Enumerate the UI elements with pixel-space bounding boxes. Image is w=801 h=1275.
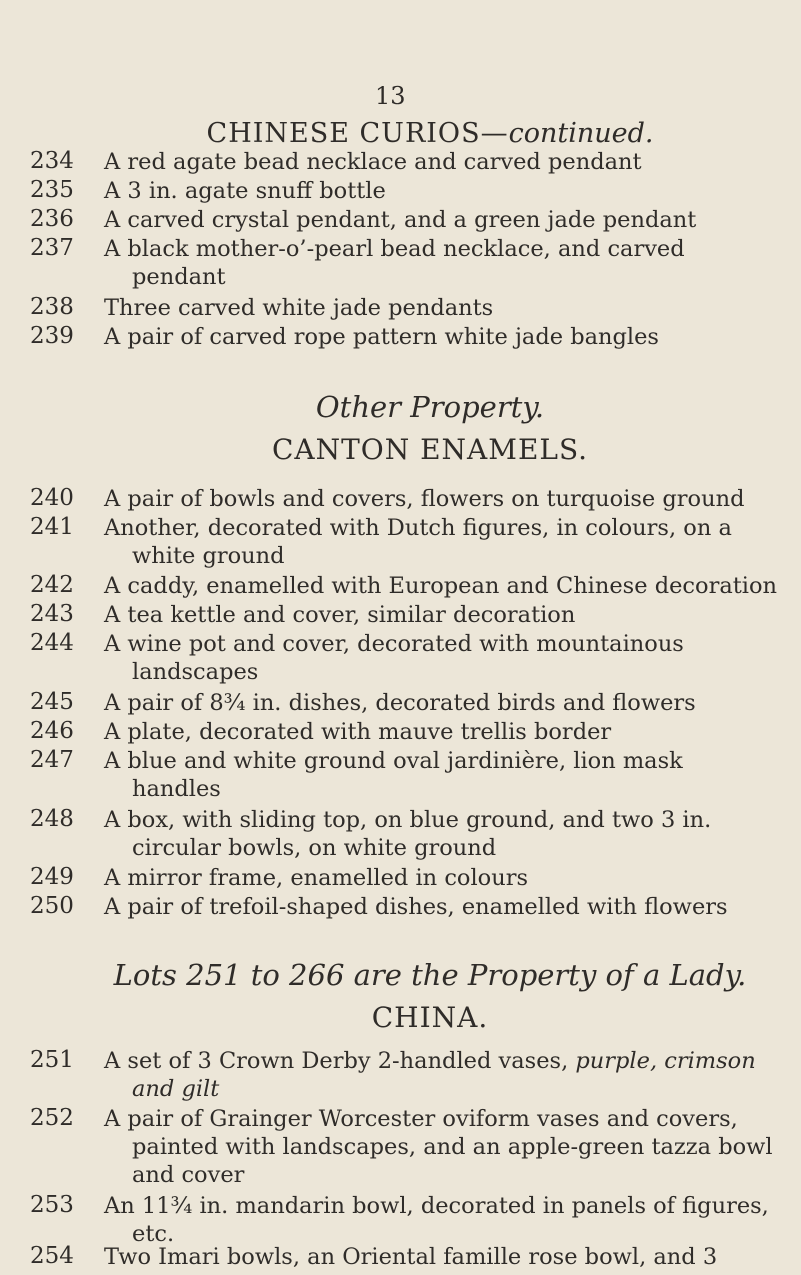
lot-description-line: landscapes	[132, 659, 259, 685]
lot-description	[104, 514, 794, 570]
lot-number: 242	[30, 572, 74, 598]
section-title-other-property: Other Property.	[315, 390, 545, 424]
lot-description-text: A set of 3 Crown Derby 2-handled vases,	[104, 1048, 576, 1074]
section-subtitle-canton-enamels: CANTON ENAMELS.	[271, 433, 589, 466]
lot-description: A carved crystal pendant, and a green jade pendant	[104, 207, 697, 233]
lot-description-line: and cover	[132, 1162, 245, 1188]
section-title-property-of-a-lady: Lots 251 to 266 are the Property of a Lady.	[113, 958, 747, 992]
lot-number: 254	[30, 1243, 74, 1269]
lot-number: 241	[30, 514, 74, 540]
lot-description: A caddy, enamelled with European and Chinese decoration	[104, 573, 778, 599]
running-head-dash: —	[480, 118, 509, 149]
lot-number: 240	[30, 485, 74, 511]
lot-description-line: An 11¾ in. mandarin bowl, decorated in panels of figures,	[104, 1193, 769, 1219]
lot-description	[104, 806, 794, 862]
lot-description-line: handles	[132, 776, 221, 802]
lot-description-line: Another, decorated with Dutch figures, in colours, on a	[104, 515, 732, 541]
lot-description: A 3 in. agate snuff bottle	[104, 178, 386, 204]
lot-number: 244	[30, 630, 74, 656]
lot-number: 234	[30, 148, 74, 174]
lot-description	[104, 630, 794, 686]
lot-number: 249	[30, 864, 74, 890]
lot-number: 251	[30, 1047, 74, 1073]
lot-number: 246	[30, 718, 74, 744]
lot-number: 252	[30, 1105, 74, 1131]
lot-description-italic: purple, crimson	[575, 1048, 756, 1074]
lot-description: Three carved white jade pendants	[104, 295, 494, 321]
running-head-continued: continued.	[508, 118, 654, 149]
lot-description-line: A box, with sliding top, on blue ground, and two 3 in.	[104, 807, 712, 833]
lot-number: 245	[30, 689, 74, 715]
lot-description-italic: and gilt	[132, 1076, 220, 1102]
lot-description: A pair of carved rope pattern white jade bangles	[104, 324, 659, 350]
lot-description-line: circular bowls, on white ground	[132, 835, 497, 861]
lot-description: A pair of 8¾ in. dishes, decorated birds and flowers	[104, 690, 696, 716]
lot-number: 236	[30, 206, 74, 232]
lot-description: A pair of trefoil-shaped dishes, enamelled with flowers	[104, 894, 728, 920]
lot-description: A mirror frame, enamelled in colours	[104, 865, 529, 891]
lot-number: 247	[30, 747, 74, 773]
lot-description-line: A pair of Grainger Worcester oviform vases and covers,	[104, 1106, 738, 1132]
lot-description-line: A blue and white ground oval jardinière, lion mask	[104, 748, 683, 774]
lot-number: 235	[30, 177, 74, 203]
section-subtitle-china: CHINA.	[371, 1001, 489, 1034]
lot-description	[104, 1192, 794, 1248]
page-number: 13	[375, 82, 406, 110]
lot-description: A red agate bead necklace and carved pendant	[104, 149, 642, 175]
lot-description: A plate, decorated with mauve trellis border	[104, 719, 612, 745]
lot-description-line: white ground	[132, 543, 285, 569]
lot-description	[104, 1243, 794, 1271]
running-head-title: CHINESE CURIOS	[206, 118, 481, 149]
lot-number: 253	[30, 1192, 74, 1218]
lot-description: A pair of bowls and covers, flowers on turquoise ground	[104, 486, 745, 512]
lot-description	[104, 1047, 794, 1103]
lot-description-line: A black mother-o’-pearl bead necklace, and carved	[104, 236, 685, 262]
lot-description	[104, 1105, 794, 1189]
lot-description-line: painted with landscapes, and an apple-green tazza bowl	[132, 1134, 773, 1160]
lot-number: 237	[30, 235, 74, 261]
lot-number: 248	[30, 806, 74, 832]
lot-description-line: etc.	[132, 1221, 175, 1247]
lot-description-line: A wine pot and cover, decorated with mountainous	[104, 631, 684, 657]
lot-description-line: Two Imari bowls, an Oriental famille rose bowl, and 3	[104, 1244, 718, 1270]
lot-number: 243	[30, 601, 74, 627]
lot-number: 238	[30, 294, 74, 320]
lot-description	[104, 747, 794, 803]
running-head	[60, 118, 800, 149]
lot-description	[104, 235, 794, 291]
lot-number: 250	[30, 893, 74, 919]
lot-description-line: pendant	[132, 264, 226, 290]
lot-number: 239	[30, 323, 74, 349]
lot-description-line	[104, 1047, 794, 1075]
lot-description: A tea kettle and cover, similar decoration	[104, 602, 576, 628]
